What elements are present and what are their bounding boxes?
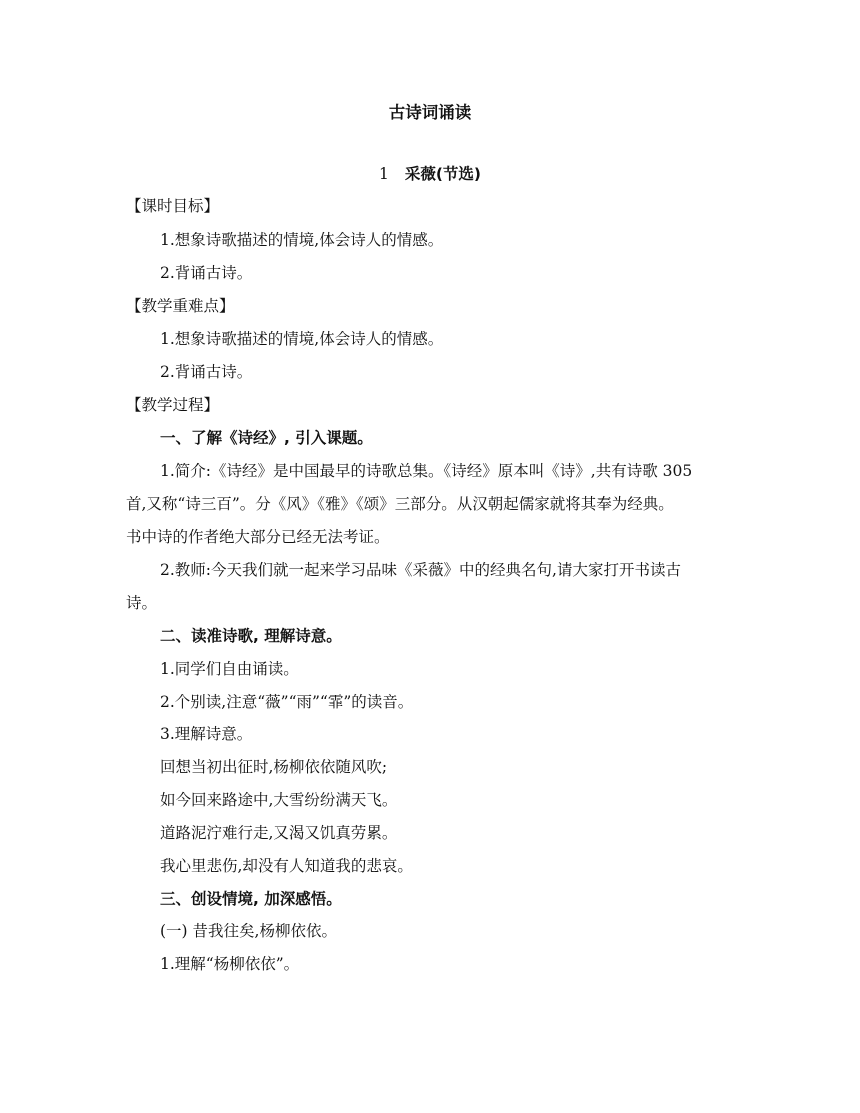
translation-line: 回想当初出征时,杨柳依依随风吹; — [160, 758, 388, 776]
paragraph-line: 诗。 — [126, 594, 158, 612]
goal-item: 1.想象诗歌描述的情境,体会诗人的情感。 — [160, 231, 444, 249]
process-heading: 【教学过程】 — [126, 396, 220, 414]
lesson-title: 采薇(节选) — [404, 165, 482, 183]
document-title: 古诗词诵读 — [388, 103, 472, 122]
paragraph-line: 首,又称“诗三百”。分《风》《雅》《颂》三部分。从汉朝起儒家就将其奉为经典。 — [126, 495, 674, 513]
list-item: 1.理解“杨柳依依”。 — [160, 955, 300, 973]
subsection-heading: (一) 昔我往矣,杨柳依依。 — [160, 922, 337, 940]
goal-item: 2.背诵古诗。 — [160, 264, 253, 282]
lesson-number: 1 — [378, 165, 389, 183]
paragraph-line: 1.简介:《诗经》是中国最早的诗歌总集。《诗经》原本叫《诗》,共有诗歌 305 — [160, 462, 693, 480]
section-heading: 三、创设情境, 加深感悟。 — [160, 890, 342, 908]
list-item: 1.同学们自由诵读。 — [160, 660, 299, 678]
section-heading: 二、读准诗歌, 理解诗意。 — [160, 627, 342, 645]
lesson-heading — [0, 163, 860, 185]
keypoint-item: 2.背诵古诗。 — [160, 363, 253, 381]
section-heading: 一、了解《诗经》, 引入课题。 — [160, 429, 373, 447]
paragraph-line: 书中诗的作者绝大部分已经无法考证。 — [126, 528, 390, 546]
list-item: 3.理解诗意。 — [160, 725, 253, 743]
goals-heading: 【课时目标】 — [126, 197, 220, 215]
translation-line: 道路泥泞难行走,又渴又饥真劳累。 — [160, 824, 398, 842]
translation-line: 如今回来路途中,大雪纷纷满天飞。 — [160, 791, 398, 809]
keypoint-item: 1.想象诗歌描述的情境,体会诗人的情感。 — [160, 330, 444, 348]
paragraph-line: 2.教师:今天我们就一起来学习品味《采薇》中的经典名句,请大家打开书读古 — [160, 561, 681, 579]
keypoints-heading: 【教学重难点】 — [126, 297, 235, 315]
translation-line: 我心里悲伤,却没有人知道我的悲哀。 — [160, 857, 413, 875]
list-item: 2.个别读,注意“薇”“雨”“霏”的读音。 — [160, 693, 414, 711]
